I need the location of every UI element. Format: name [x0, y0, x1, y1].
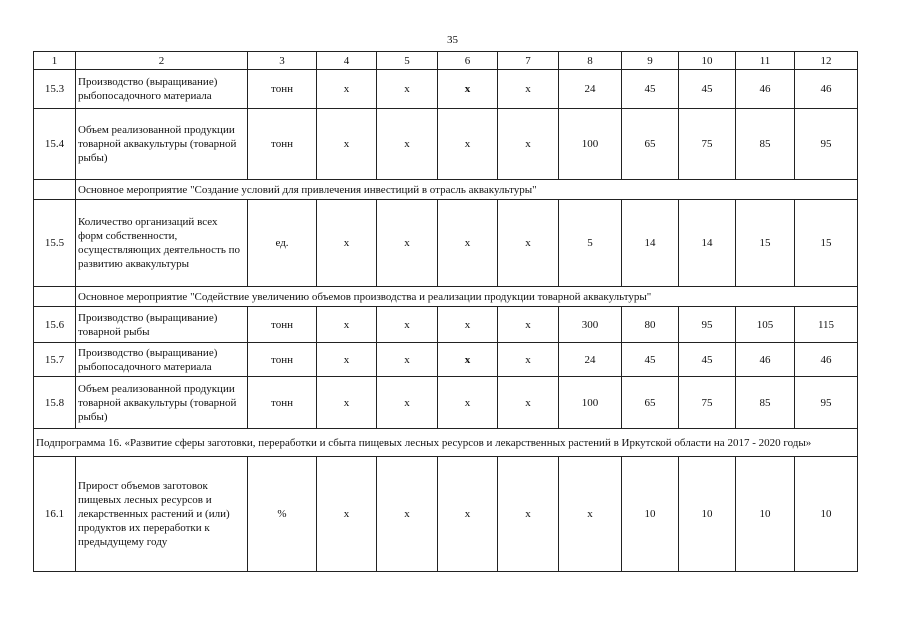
- column-header: 9: [622, 52, 679, 70]
- column-header: 7: [498, 52, 559, 70]
- column-header: 8: [559, 52, 622, 70]
- value-cell: 46: [736, 70, 795, 109]
- value-cell: 45: [622, 343, 679, 377]
- value-cell: х: [438, 200, 498, 287]
- value-cell: 15: [736, 200, 795, 287]
- value-cell: 95: [679, 307, 736, 343]
- subprogram-row: [34, 429, 858, 457]
- subprogram-title: Подпрограмма 16. «Развитие сферы заготовки, переработки и сбыта пищевых лесных ресурсов и лекарственных растений в Иркутской области на 2017 - 2020 годы»: [34, 429, 858, 457]
- value-cell: 85: [736, 109, 795, 180]
- unit-cell: тонн: [248, 109, 317, 180]
- column-header: 2: [76, 52, 248, 70]
- value-cell: 5: [559, 200, 622, 287]
- value-cell: 75: [679, 377, 736, 429]
- value-cell: 95: [795, 109, 858, 180]
- row-number: 15.5: [34, 200, 76, 287]
- value-cell: 65: [622, 377, 679, 429]
- value-cell: 95: [795, 377, 858, 429]
- value-cell: х: [377, 457, 438, 572]
- value-cell: х: [317, 200, 377, 287]
- value-cell: х: [559, 457, 622, 572]
- table-row: [34, 457, 858, 572]
- value-cell: х: [377, 307, 438, 343]
- value-cell: 100: [559, 109, 622, 180]
- value-cell: 300: [559, 307, 622, 343]
- value-cell: х: [498, 377, 559, 429]
- column-header: 10: [679, 52, 736, 70]
- value-cell: 15: [795, 200, 858, 287]
- table-row: [34, 70, 858, 109]
- value-cell: 80: [622, 307, 679, 343]
- value-cell: 14: [622, 200, 679, 287]
- header-row: [34, 52, 858, 70]
- section-spacer: [34, 287, 76, 307]
- section-title: Основное мероприятие "Создание условий для привлечения инвестиций в отрасль аквакультуры": [76, 180, 858, 200]
- value-cell: х: [377, 377, 438, 429]
- value-cell: х: [317, 377, 377, 429]
- value-cell: х: [317, 457, 377, 572]
- column-header: 6: [438, 52, 498, 70]
- value-cell: х: [438, 343, 498, 377]
- row-number: 15.4: [34, 109, 76, 180]
- value-cell: х: [377, 343, 438, 377]
- value-cell: х: [377, 109, 438, 180]
- value-cell: х: [498, 343, 559, 377]
- page-number: 35: [447, 34, 458, 46]
- value-cell: х: [377, 70, 438, 109]
- value-cell: х: [377, 200, 438, 287]
- table-row: [34, 200, 858, 287]
- value-cell: 24: [559, 70, 622, 109]
- column-header: 4: [317, 52, 377, 70]
- value-cell: х: [317, 307, 377, 343]
- section-title: Основное мероприятие "Содействие увеличению объемов производства и реализации продукции товарной аквакультуры": [76, 287, 858, 307]
- value-cell: 10: [795, 457, 858, 572]
- value-cell: х: [438, 457, 498, 572]
- value-cell: 105: [736, 307, 795, 343]
- table-row: [34, 377, 858, 429]
- column-header: 3: [248, 52, 317, 70]
- value-cell: 45: [679, 343, 736, 377]
- value-cell: х: [317, 343, 377, 377]
- table-row: [34, 343, 858, 377]
- value-cell: 65: [622, 109, 679, 180]
- column-header: 11: [736, 52, 795, 70]
- section-row: [34, 287, 858, 307]
- value-cell: 46: [795, 70, 858, 109]
- row-number: 15.7: [34, 343, 76, 377]
- value-cell: х: [438, 70, 498, 109]
- indicator-name: Производство (выращивание) товарной рыбы: [76, 307, 248, 343]
- indicator-name: Объем реализованной продукции товарной аквакультуры (товарной рыбы): [76, 377, 248, 429]
- unit-cell: ед.: [248, 200, 317, 287]
- value-cell: х: [438, 109, 498, 180]
- unit-cell: тонн: [248, 70, 317, 109]
- indicator-name: Прирост объемов заготовок пищевых лесных ресурсов и лекарственных растений и (или) продуктов их переработки к предыдущему году: [76, 457, 248, 572]
- unit-cell: тонн: [248, 307, 317, 343]
- value-cell: 10: [679, 457, 736, 572]
- value-cell: 115: [795, 307, 858, 343]
- value-cell: х: [498, 109, 559, 180]
- indicator-name: Количество организаций всех форм собственности, осуществляющих деятельность по развитию аквакультуры: [76, 200, 248, 287]
- column-header: 5: [377, 52, 438, 70]
- row-number: 15.8: [34, 377, 76, 429]
- unit-cell: тонн: [248, 377, 317, 429]
- value-cell: 46: [736, 343, 795, 377]
- indicator-name: Производство (выращивание) рыбопосадочного материала: [76, 70, 248, 109]
- value-cell: 45: [622, 70, 679, 109]
- indicator-name: Производство (выращивание) рыбопосадочного материала: [76, 343, 248, 377]
- value-cell: х: [438, 377, 498, 429]
- value-cell: 100: [559, 377, 622, 429]
- column-header: 12: [795, 52, 858, 70]
- value-cell: х: [498, 70, 559, 109]
- indicators-table: [33, 51, 858, 572]
- unit-cell: тонн: [248, 343, 317, 377]
- value-cell: х: [498, 200, 559, 287]
- column-header: 1: [34, 52, 76, 70]
- value-cell: 85: [736, 377, 795, 429]
- table-row: [34, 307, 858, 343]
- value-cell: 14: [679, 200, 736, 287]
- indicator-name: Объем реализованной продукции товарной аквакультуры (товарной рыбы): [76, 109, 248, 180]
- value-cell: х: [498, 307, 559, 343]
- value-cell: 75: [679, 109, 736, 180]
- value-cell: х: [498, 457, 559, 572]
- section-row: [34, 180, 858, 200]
- value-cell: 24: [559, 343, 622, 377]
- value-cell: х: [438, 307, 498, 343]
- value-cell: 45: [679, 70, 736, 109]
- row-number: 16.1: [34, 457, 76, 572]
- row-number: 15.3: [34, 70, 76, 109]
- value-cell: х: [317, 109, 377, 180]
- value-cell: х: [317, 70, 377, 109]
- value-cell: 46: [795, 343, 858, 377]
- section-spacer: [34, 180, 76, 200]
- table-row: [34, 109, 858, 180]
- unit-cell: %: [248, 457, 317, 572]
- value-cell: 10: [736, 457, 795, 572]
- value-cell: 10: [622, 457, 679, 572]
- row-number: 15.6: [34, 307, 76, 343]
